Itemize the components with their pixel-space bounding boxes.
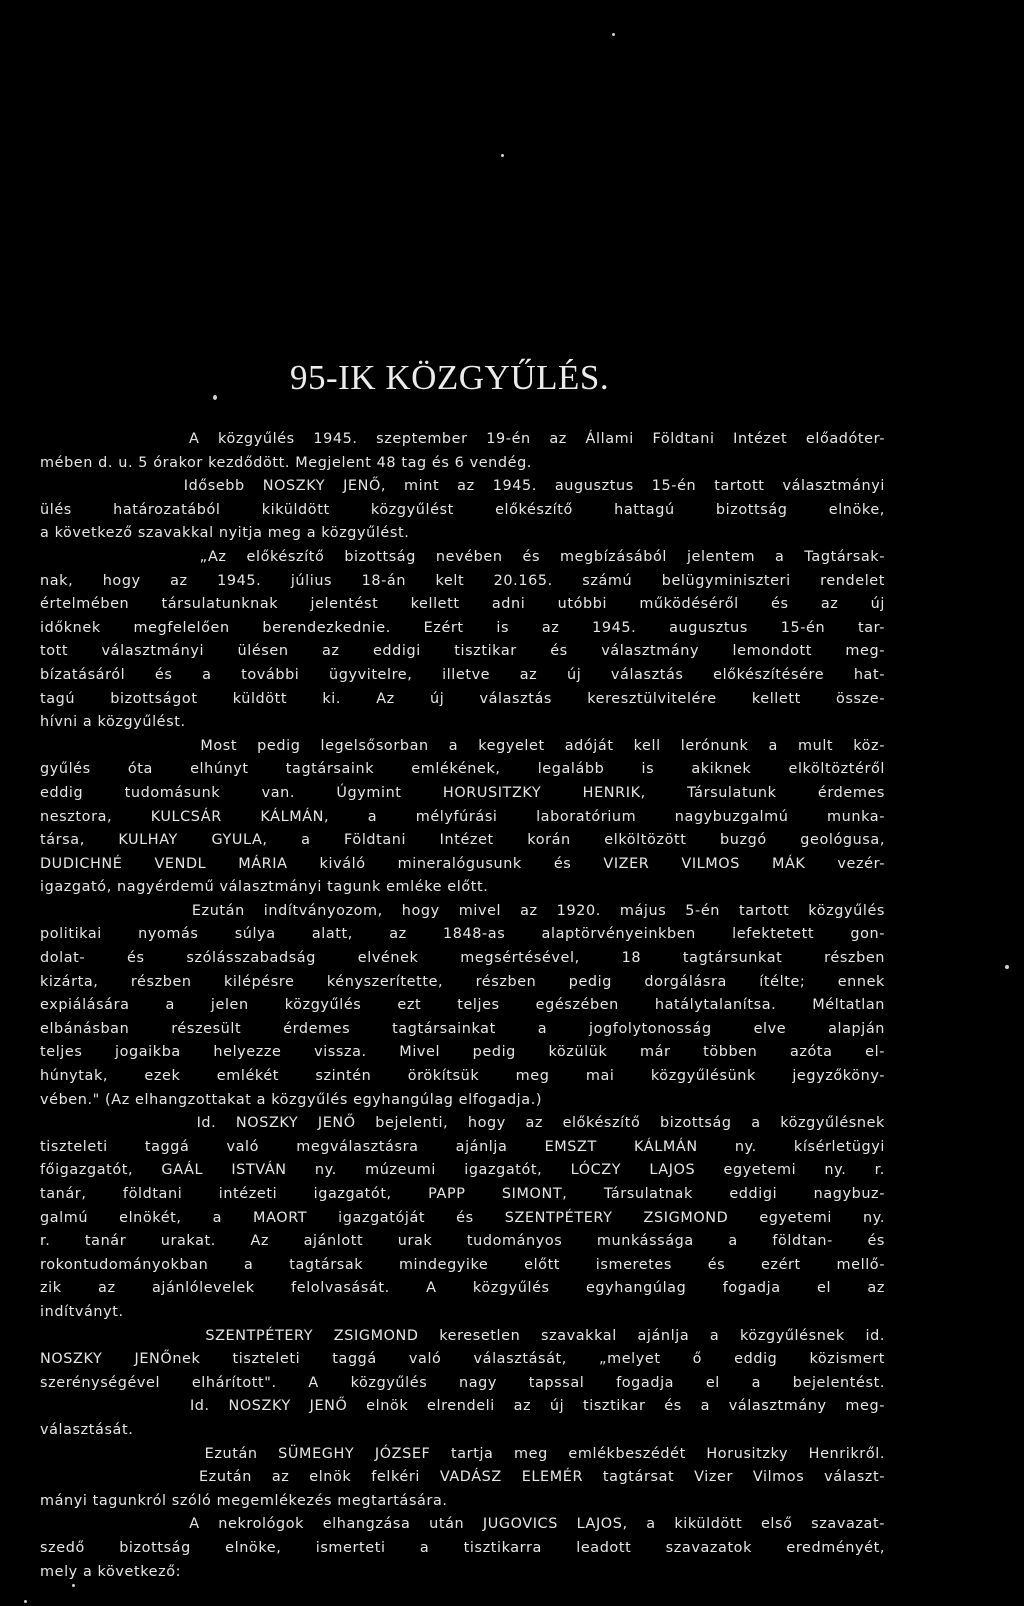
text-line: nesztora, KULCSÁR KÁLMÁN, a mélyfúrási laboratórium nagybuzgalmú munka-	[40, 808, 885, 825]
scan-speck	[501, 154, 504, 157]
page-title: 95-IK KÖZGYŰLÉS.	[290, 358, 610, 397]
text-line: igazgató, nagyérdemű választmányi tagunk emléke előtt.	[40, 879, 489, 896]
text-line: A nekrológok elhangzása után JUGOVICS LAJOS, a kiküldött első szavazat-	[40, 1516, 885, 1533]
text-line: választását.	[40, 1421, 134, 1438]
text-line: vében." (Az elhangzottakat a közgyűlés egyhangúlag elfogadja.)	[40, 1091, 543, 1108]
text-line: Most pedig legelsősorban a kegyelet adóját kell lerónunk a mult köz-	[40, 737, 885, 754]
text-line: főigazgatót, GAÁL ISTVÁN ny. múzeumi igazgatót, LÓCZY LAJOS egyetemi ny. r.	[40, 1162, 885, 1179]
text-line: Id. NOSZKY JENŐ bejelenti, hogy az előkészítő bizottság a közgyűlésnek	[40, 1115, 885, 1132]
text-line: Ezután SÜMEGHY JÓZSEF tartja meg emlékbeszédét Horusitzky Henrikről.	[40, 1445, 885, 1462]
text-line: bízatásáról és a további ügyvitelre, illetve az új választás előkészítésére hat-	[40, 666, 885, 683]
text-line: mében d. u. 5 órakor kezdődött. Megjelent 48 tag és 6 vendég.	[40, 454, 532, 471]
text-line: társa, KULHAY GYULA, a Földtani Intézet korán elköltözött buzgó geológusa,	[40, 832, 885, 849]
scan-speck	[213, 395, 217, 400]
text-line: elbánásban részesült érdemes tagtársainkat a jogfolytonosság elve alapján	[40, 1020, 885, 1037]
text-line: galmú elnökét, a MAORT igazgatóját és SZENTPÉTERY ZSIGMOND egyetemi ny.	[40, 1209, 885, 1226]
text-line: eddig tudomásunk van. Úgymint HORUSITZKY HENRIK, Társulatunk érdemes	[40, 784, 885, 801]
text-line: expiálására a jelen közgyűlés ezt teljes egészében hatálytalanítsa. Méltatlan	[40, 997, 885, 1014]
text-line: időknek megfelelően berendezkednie. Ezért is az 1945. augusztus 15-én tar-	[40, 619, 885, 636]
text-line: NOSZKY JENŐnek tiszteleti taggá való választását, „melyet ő eddig közismert	[40, 1351, 885, 1368]
text-line: Ezután indítványozom, hogy mivel az 1920. május 5-én tartott közgyűlés	[40, 902, 885, 919]
text-line: dolat- és szólásszabadság elvének megsértésével, 18 tagtársunkat részben	[40, 950, 885, 967]
text-line: SZENTPÉTERY ZSIGMOND keresetlen szavakkal ajánlja a közgyűlésnek id.	[40, 1327, 885, 1344]
text-line: A közgyűlés 1945. szeptember 19-én az Állami Földtani Intézet előadóter-	[40, 431, 885, 447]
scan-speck	[24, 1600, 27, 1603]
text-line: rokontudományokban a tagtársak mindegyike előtt ismeretes és ezért mellő-	[40, 1256, 885, 1273]
text-line: a következő szavakkal nyitja meg a közgyűlést.	[40, 525, 410, 542]
scan-speck	[72, 1584, 75, 1587]
text-line: Id. NOSZKY JENŐ elnök elrendeli az új tisztikar és a választmány meg-	[40, 1398, 885, 1415]
text-line: zik az ajánlólevelek felolvasását. A közgyűlés egyhangúlag fogadja el az	[40, 1280, 885, 1297]
text-line: politikai nyomás súlya alatt, az 1848-as alaptörvényeinkben lefektetett gon-	[40, 926, 885, 943]
text-line: Idősebb NOSZKY JENŐ, mint az 1945. augusztus 15-én tartott választmányi	[40, 478, 885, 495]
text-line: indítványt.	[40, 1303, 124, 1320]
text-line: kizárta, részben kilépésre kényszerítette, részben pedig dorgálásra ítélte; ennek	[40, 973, 885, 990]
text-line: ülés határozatából kiküldött közgyűlést előkészítő hattagú bizottság elnöke,	[40, 501, 885, 518]
text-line: szedő bizottság elnöke, ismerteti a tisztikarra leadott szavazatok eredményét,	[40, 1539, 885, 1556]
text-line: Ezután az elnök felkéri VADÁSZ ELEMÉR tagtársat Vizer Vilmos választ-	[40, 1469, 885, 1486]
text-line: teljes jogaikba helyezze vissza. Mivel pedig közülük már többen azóta el-	[40, 1044, 885, 1061]
text-line: húnytak, ezek emlékét szintén örökítsük meg mai közgyűlésünk jegyzőköny-	[40, 1068, 885, 1085]
text-line: mányi tagunkról szóló megemlékezés megtartására.	[40, 1492, 448, 1509]
text-line: mely a következő:	[40, 1563, 182, 1580]
text-line: tanár, földtani intézeti igazgatót, PAPP SIMONT, Társulatnak eddigi nagybuz-	[40, 1186, 885, 1202]
text-line: szerénységével elhárított". A közgyűlés nagy tapssal fogadja el a bejelentést.	[40, 1374, 885, 1391]
text-line: tiszteleti taggá való megválasztásra ajánlja EMSZT KÁLMÁN ny. kísérletügyi	[40, 1138, 885, 1155]
text-line: r. tanár urakat. Az ajánlott urak tudományos munkássága a földtan- és	[40, 1233, 885, 1250]
document-body	[40, 428, 885, 1584]
text-line: nak, hogy az 1945. július 18-án kelt 20.165. számú belügyminiszteri rendelet	[40, 572, 885, 589]
text-line: gyűlés óta elhúnyt tagtársaink emlékének, legalább is akiknek elköltöztéről	[40, 761, 885, 778]
text-line: értelmében társulatunknak jelentést kellett adni utóbbi működéséről és az új	[40, 596, 885, 613]
text-line: DUDICHNÉ VENDL MÁRIA kiváló mineralógusunk és VIZER VILMOS MÁK vezér-	[40, 855, 885, 872]
text-line: hívni a közgyűlést.	[40, 714, 186, 731]
text-line: „Az előkészítő bizottság nevében és megbízásából jelentem a Tagtársak-	[40, 548, 885, 565]
text-line: tott választmányi ülésen az eddigi tisztikar és választmány lemondott meg-	[40, 643, 885, 660]
scan-speck	[1005, 965, 1009, 969]
scan-speck	[612, 33, 615, 36]
text-line: tagú bizottságot küldött ki. Az új választás keresztülvitelére kellett össze-	[40, 690, 885, 707]
